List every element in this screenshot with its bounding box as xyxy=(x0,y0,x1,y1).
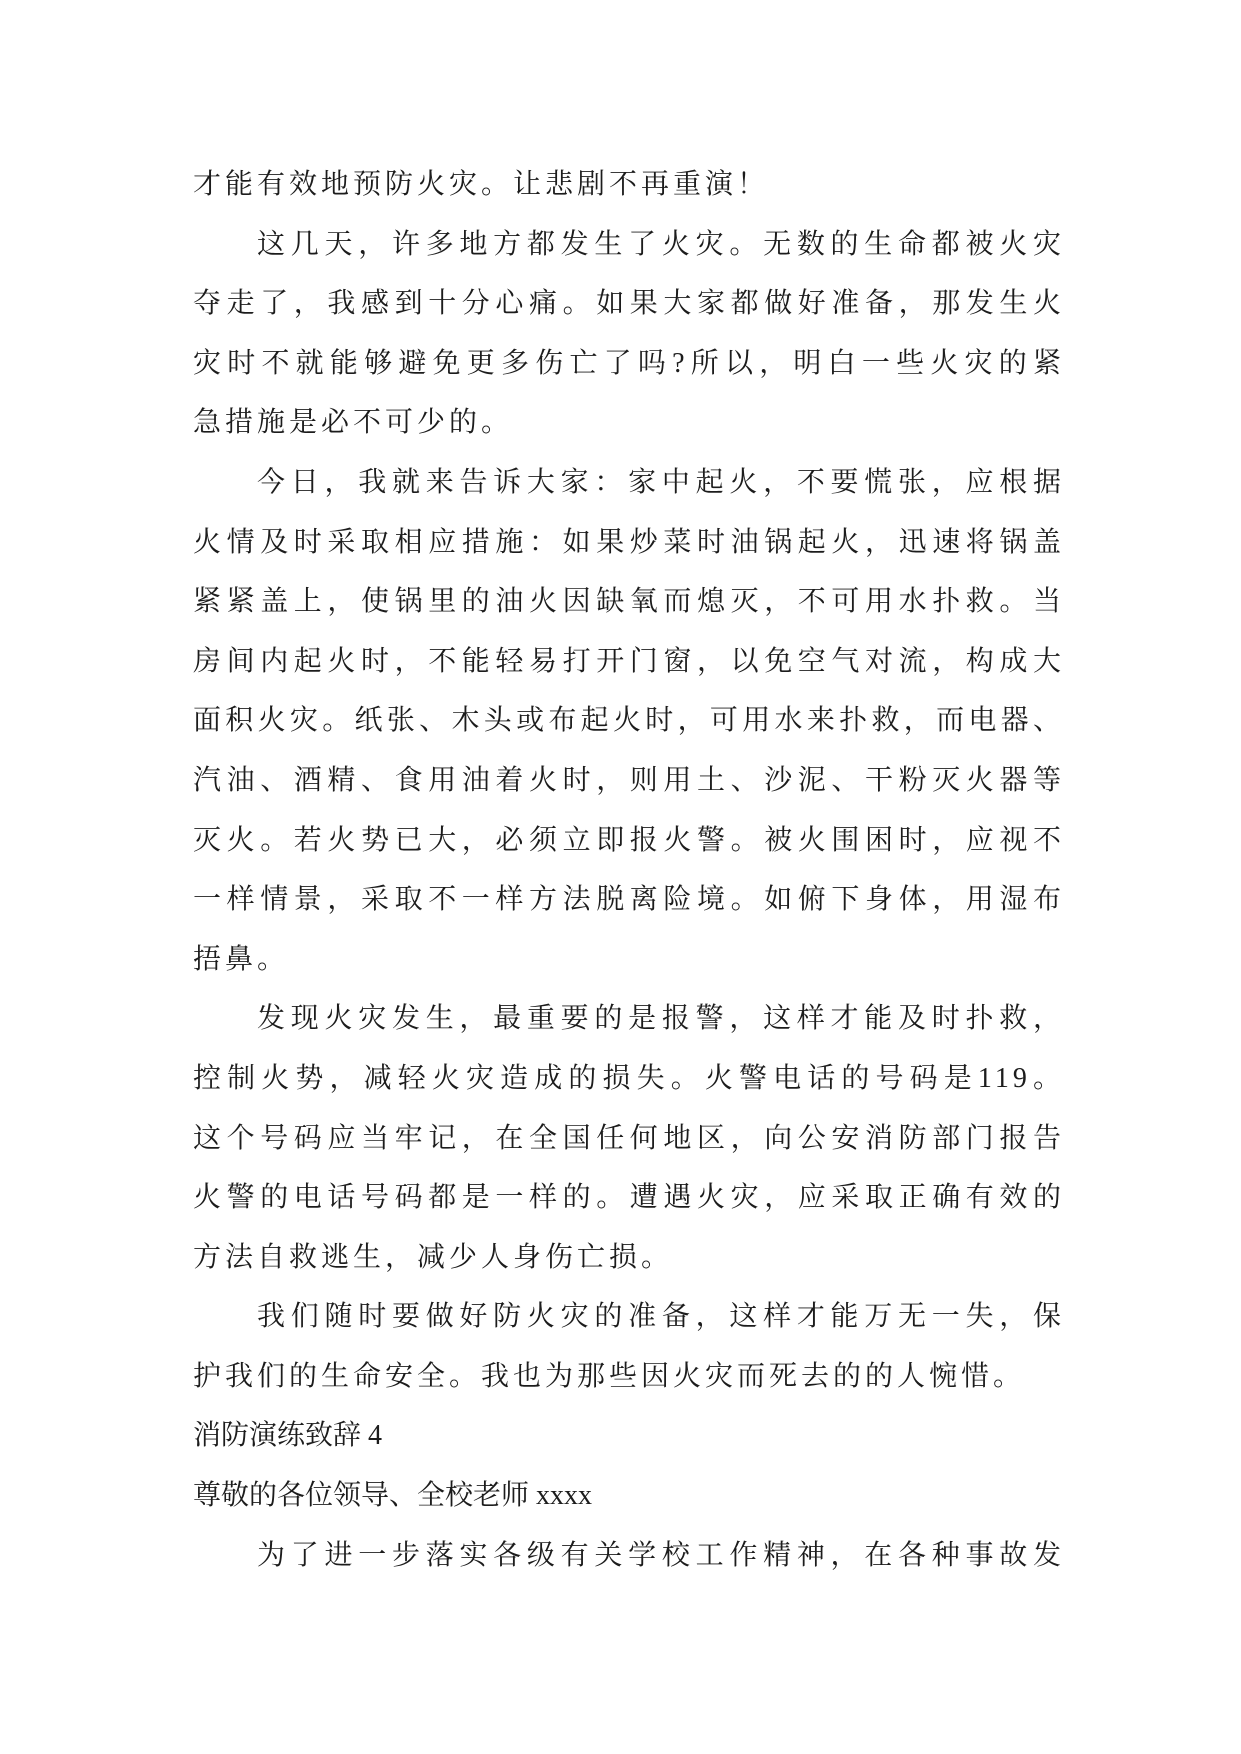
text-line: 汽油、酒精、食用油着火时，则用土、沙泥、干粉灭火器等 xyxy=(193,764,1065,796)
text-line: 护我们的生命安全。我也为那些因火灾而死去的的人惋惜。 xyxy=(193,1360,1026,1392)
text-line: 这几天，许多地方都发生了火灾。无数的生命都被火灾 xyxy=(257,228,1065,260)
text-line: 捂鼻。 xyxy=(193,943,290,975)
text-line: 急措施是必不可少的。 xyxy=(193,407,514,439)
text-line: 灾时不就能够避免更多伤亡了吗?所以，明白一些火灾的紧 xyxy=(193,347,1065,379)
text-line: 方法自救逃生，减少人身伤亡损。 xyxy=(193,1241,674,1273)
text-line: 才能有效地预防火灾。让悲剧不再重演！ xyxy=(193,169,770,200)
text-line: 夺走了，我感到十分心痛。如果大家都做好准备，那发生火 xyxy=(193,288,1065,320)
paragraph xyxy=(193,989,1065,1287)
paragraph xyxy=(193,155,1065,215)
text-line: 今日，我就来告诉大家：家中起火，不要慌张，应根据 xyxy=(257,466,1065,498)
salutation: 尊敬的各位领导、全校老师 xxxx xyxy=(193,1480,593,1512)
text-line: 我们随时要做好防火灾的准备，这样才能万无一失，保 xyxy=(257,1301,1065,1333)
paragraph xyxy=(193,1287,1065,1406)
text-line: 火警的电话号码都是一样的。遭遇火灾，应采取正确有效的 xyxy=(193,1182,1065,1214)
text-line: 一样情景，采取不一样方法脱离险境。如俯下身体，用湿布 xyxy=(193,884,1065,916)
text-line: 火情及时采取相应措施：如果炒菜时油锅起火，迅速将锅盖 xyxy=(193,526,1065,558)
document-body xyxy=(193,155,1065,1585)
text-line: 发现火灾发生，最重要的是报警，这样才能及时扑救， xyxy=(257,1003,1065,1035)
paragraph xyxy=(193,215,1065,453)
section-heading: 消防演练致辞 4 xyxy=(193,1420,383,1452)
text-line: 面积火灾。纸张、木头或布起火时，可用水来扑救，而电器、 xyxy=(193,705,1065,737)
text-line: 灭火。若火势已大，必须立即报火警。被火围困时，应视不 xyxy=(193,824,1065,856)
paragraph xyxy=(193,453,1065,989)
text-line: 为了进一步落实各级有关学校工作精神，在各种事故发 xyxy=(257,1539,1065,1571)
text-line: 紧紧盖上，使锅里的油火因缺氧而熄灭，不可用水扑救。当 xyxy=(193,586,1065,618)
paragraph xyxy=(193,1526,1065,1586)
text-line: 控制火势，减轻火灾造成的损失。火警电话的号码是119。 xyxy=(193,1062,1065,1094)
text-line: 这个号码应当牢记，在全国任何地区，向公安消防部门报告 xyxy=(193,1122,1065,1154)
text-line: 房间内起火时，不能轻易打开门窗，以免空气对流，构成大 xyxy=(193,645,1065,677)
